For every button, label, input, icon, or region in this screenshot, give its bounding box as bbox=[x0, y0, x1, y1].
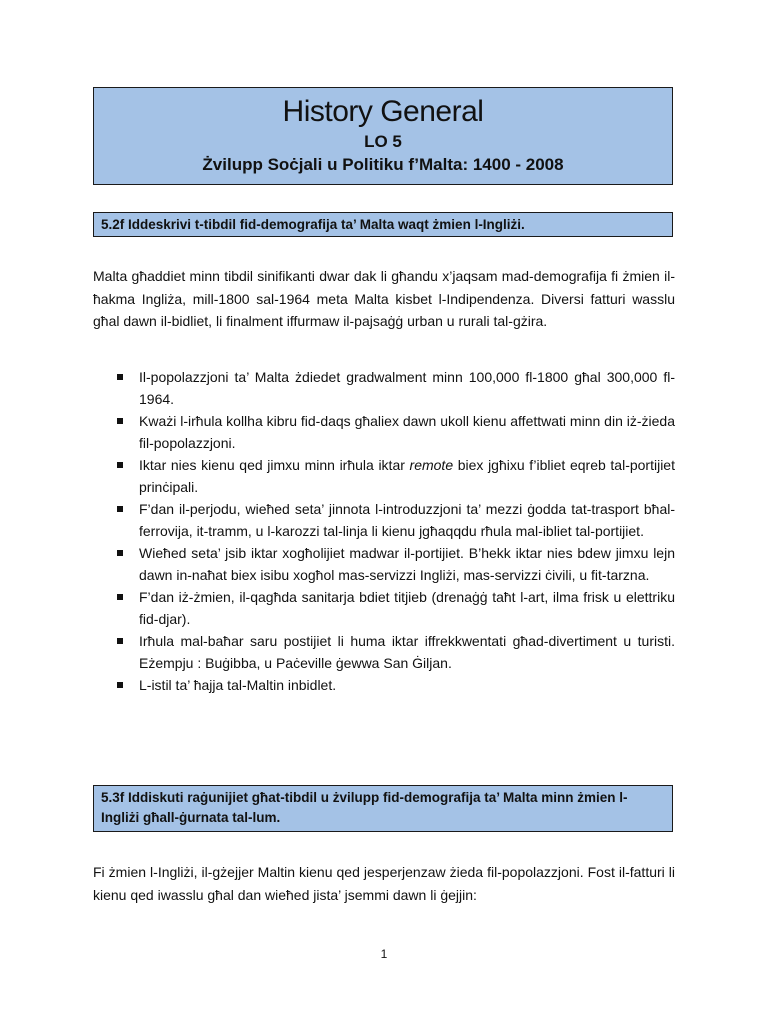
list-item: Wieħed seta’ jsib iktar xogħolijiet madwar il-portijiet. B’hekk iktar nies bdew jimxu lejn dawn in-naħat biex isibu xogħol mas-servizzi Ingliżi, mas-servizzi ċivili, u fit-tarzna. bbox=[93, 542, 675, 586]
list-item: Iktar nies kienu qed jimxu minn irħula iktar remote biex jgħixu f’ibliet eqreb tal-portijiet prinċipali. bbox=[93, 454, 675, 498]
bullet-icon bbox=[117, 418, 123, 424]
list-item: L-istil ta’ ħajja tal-Maltin inbidlet. bbox=[93, 674, 675, 696]
title-box bbox=[93, 87, 673, 185]
page-number: 1 bbox=[380, 947, 388, 961]
bullet-icon bbox=[117, 550, 123, 556]
bullet-icon bbox=[117, 638, 123, 644]
page-subtitle: Żvilupp Soċjali u Politiku f’Malta: 1400 - 2008 bbox=[202, 155, 564, 174]
page-title: History General bbox=[282, 95, 484, 128]
bullet-icon bbox=[117, 594, 123, 600]
intro-paragraph: Malta għaddiet minn tibdil sinifikanti dwar dak li għandu x’jaqsam mad-demografija fi żmien il-ħakma Ingliża, mill-1800 sal-1964 meta Malta kisbet l-Indipendenza. Diversi fatturi wasslu għal dawn il-bidliet, li finalment iffurmaw il-pajsaġġ urban u rurali tal-gżira. bbox=[93, 268, 675, 329]
objective-box-5-2f: 5.2f Iddeskrivi t-tibdil fid-demografija ta’ Malta waqt żmien l-Ingliżi. bbox=[93, 212, 673, 237]
bullet-icon bbox=[117, 506, 123, 512]
list-item: F’dan il-perjodu, wieħed seta’ jinnota l-introduzzjoni ta’ mezzi ġodda tat-trasport bħal-ferrovija, it-tramm, u l-karozzi tal-linja li kienu jgħaqqdu rħula mal-ibliet tal-portijiet. bbox=[93, 498, 675, 542]
list-item: F’dan iż-żmien, il-qagħda sanitarja bdiet titjieb (drenaġġ taħt l-art, ilma frisk u elettriku fid-djar). bbox=[93, 586, 675, 630]
bullet-icon bbox=[117, 682, 123, 688]
objective-box-5-3f: 5.3f Iddiskuti raġunijiet għat-tibdil u żvilupp fid-demografija ta’ Malta minn żmien l-Ingliżi għall-ġurnata tal-lum. bbox=[93, 785, 673, 832]
list-item: Kważi l-irħula kollha kibru fid-daqs għaliex dawn ukoll kienu affettwati minn din iż-żieda fil-popolazzjoni. bbox=[93, 410, 675, 454]
bullet-icon bbox=[117, 374, 123, 380]
learning-outcome: LO 5 bbox=[364, 132, 402, 151]
list-item: Il-popolazzjoni ta’ Malta żdiedet gradwalment minn 100,000 fl-1800 għal 300,000 fl-1964. bbox=[93, 366, 675, 410]
bullet-icon bbox=[117, 462, 123, 468]
bullet-list bbox=[93, 366, 675, 696]
reasons-paragraph: Fi żmien l-Ingliżi, il-gżejjer Maltin kienu qed jesperjenzaw żieda fil-popolazzjoni. Fost il-fatturi li kienu qed iwasslu għal dan wieħed jista’ jsemmi dawn li ġejjin: bbox=[93, 864, 675, 903]
list-item: Irħula mal-baħar saru postijiet li huma iktar iffrekkwentati għad-divertiment u turisti. Eżempju : Buġibba, u Paċeville ġewwa San Ġiljan. bbox=[93, 630, 675, 674]
